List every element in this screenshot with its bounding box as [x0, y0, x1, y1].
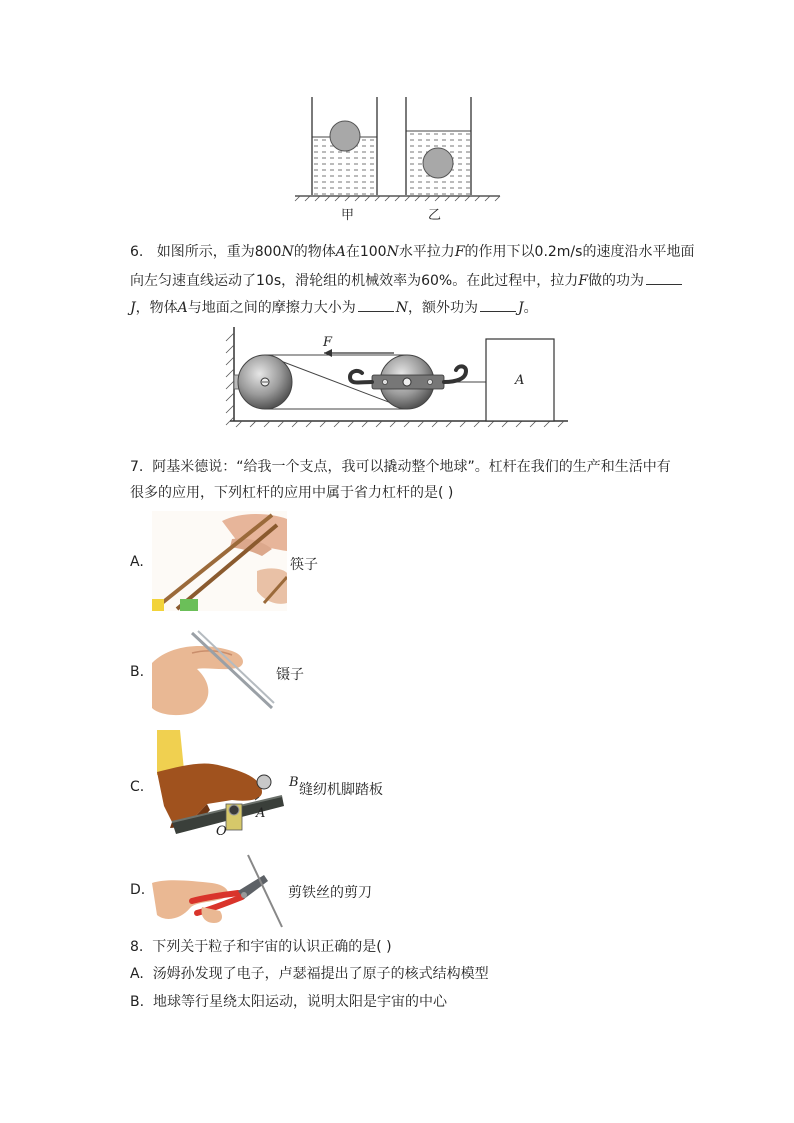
q6-line3-c: ，额外功为	[408, 300, 478, 316]
block-a-label: A	[515, 373, 525, 388]
q6-text6: 的速度沿水平地面	[582, 244, 695, 260]
q6-line1	[130, 241, 694, 263]
q7-option-d-text: 剪铁丝的剪刀	[288, 885, 372, 901]
q6-unit-j-2: J	[518, 300, 524, 316]
q7-option-c-text: 缝纫机脚踏板	[299, 782, 383, 798]
beaker-right	[406, 97, 471, 195]
q6-line3	[130, 297, 538, 319]
q6-text5: 的作用下以	[464, 244, 535, 260]
q7-option-a-text: 筷子	[290, 557, 318, 573]
q7-text1: 阿基米德说：“给我一个支点，我可以撬动整个地球”。杠杆在我们的生产和生活中有	[152, 459, 671, 475]
q7-option-b-text: 镊子	[276, 667, 304, 683]
tweezers-image	[152, 623, 277, 718]
q6-speed: 0.2m/s	[534, 244, 583, 260]
q6-unit-j: J	[130, 300, 136, 316]
q6-text2: 的物体	[293, 244, 336, 260]
pulley-force-label: F	[323, 335, 333, 350]
q6-line2-d: 做的功为	[587, 273, 644, 289]
q8-option-a-letter: A.	[130, 966, 144, 982]
q6-weight: 800	[254, 244, 282, 260]
q6-force: 100	[359, 244, 387, 260]
q6-time: 10s	[256, 273, 282, 289]
q6-unit-n: N	[281, 244, 294, 260]
q7-option-b-letter[interactable]: B.	[130, 664, 145, 680]
q8-option-b[interactable]	[130, 991, 447, 1013]
q6-line3-b: 与地面之间的摩擦力大小为	[187, 300, 356, 316]
q6-line2-c: 。在此过程中，拉力	[452, 273, 579, 289]
q8-option-b-text: 地球等行星绕太阳运动，说明太阳是宇宙的中心	[152, 994, 447, 1010]
q6-blank-friction[interactable]	[358, 297, 394, 312]
beaker-label-left: 甲	[341, 208, 355, 223]
q6-unit-n-3: N	[395, 300, 408, 316]
q6-efficiency: 60%	[421, 273, 453, 289]
q6-line3-a: ，物体	[135, 300, 178, 316]
q6-f-2: F	[578, 273, 588, 289]
q6-text4: 水平拉力	[398, 244, 455, 260]
q6-line2-b: ，滑轮组的机械效率为	[281, 273, 422, 289]
q7-line2	[130, 482, 453, 504]
pedal-label-o: O	[216, 824, 227, 839]
beaker-label-right: 乙	[428, 208, 442, 223]
beaker-left	[312, 97, 377, 195]
q7-text2: 很多的应用，下列杠杆的应用中属于省力杠杆的是( )	[130, 485, 454, 501]
q6-blank-extra-work[interactable]	[480, 297, 516, 312]
q8-option-a-text: 汤姆孙发现了电子，卢瑟福提出了原子的核式结构模型	[152, 966, 489, 982]
q6-text1: 如图所示，重为	[156, 244, 255, 260]
q6-blank-work[interactable]	[646, 270, 682, 285]
q8-stem-text: 下列关于粒子和宇宙的认识正确的是( )	[152, 939, 392, 955]
q6-text3: 在	[345, 244, 360, 260]
q7-line1	[130, 456, 671, 478]
chopsticks-image	[152, 511, 287, 611]
q8-stem	[130, 936, 392, 958]
q7-option-c-letter[interactable]: C.	[130, 779, 145, 795]
q6-line2	[130, 270, 684, 292]
q7-option-a-letter[interactable]: A.	[130, 554, 144, 570]
q6-obj: A	[335, 244, 346, 260]
q6-line3-end: 。	[523, 300, 538, 316]
q8-option-b-letter: B.	[130, 994, 145, 1010]
wire-cutter-image	[152, 853, 286, 928]
pedal-label-b: B	[289, 775, 299, 790]
q6-number: 6.	[130, 244, 144, 260]
q7-option-d-letter[interactable]: D.	[130, 882, 146, 898]
q8-option-a[interactable]	[130, 963, 489, 985]
q6-f: F	[454, 244, 465, 260]
q6-obj-2: A	[177, 300, 188, 316]
pedal-label-a: A	[256, 806, 266, 821]
q6-unit-n-2: N	[386, 244, 399, 260]
beakers-figure	[290, 95, 505, 225]
q6-line2-a: 向左匀速直线运动了	[130, 273, 256, 289]
q7-number: 7.	[130, 459, 144, 475]
q8-number: 8.	[130, 939, 144, 955]
